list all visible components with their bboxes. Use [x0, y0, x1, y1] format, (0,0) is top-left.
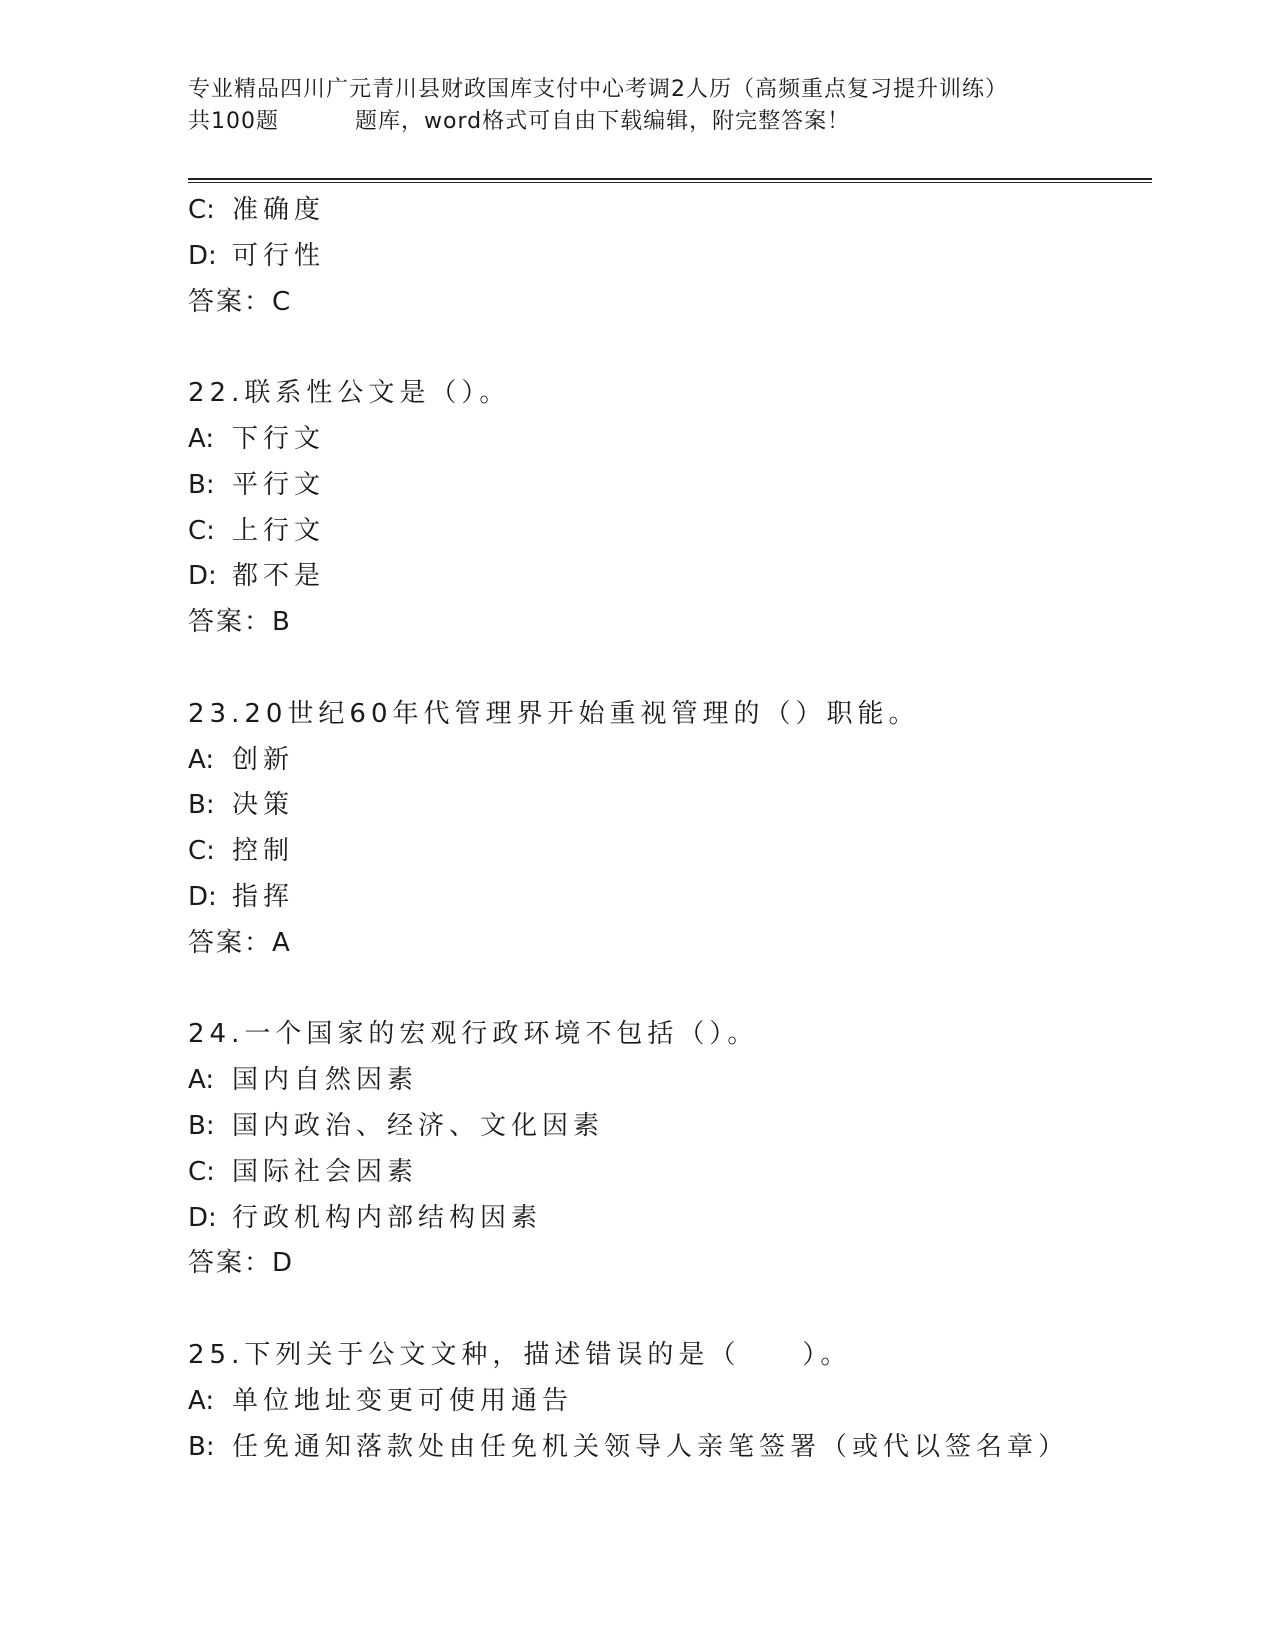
option-text: 行政机构内部结构因素 — [232, 1202, 543, 1233]
question-item — [188, 1333, 1148, 1470]
document-title: 专业精品四川广元青川县财政国库支付中心考调2人历（高频重点复习提升训练） — [188, 77, 1008, 102]
question-stem: 23.20世纪60年代管理界开始重视管理的（）职能。 — [188, 698, 920, 729]
option-label: A: — [188, 423, 215, 454]
option-label: C: — [188, 195, 215, 225]
option-text: 平行文 — [232, 469, 326, 500]
answer-line — [188, 280, 1148, 326]
option-label: A: — [188, 1065, 215, 1096]
question-item — [188, 1012, 1148, 1287]
option-text: 单位地址变更可使用通告 — [232, 1385, 574, 1416]
question-list — [188, 188, 1148, 1470]
option-line — [188, 1104, 1148, 1150]
option-text: 下行文 — [232, 423, 326, 454]
answer-label: 答案： — [188, 607, 273, 638]
option-label: D: — [188, 881, 217, 912]
answer-label: 答案： — [188, 1248, 273, 1279]
answer-label: 答案： — [188, 286, 273, 317]
option-text: 控制 — [232, 836, 295, 867]
option-text: 国内自然因素 — [232, 1065, 419, 1096]
option-line — [188, 783, 1148, 829]
option-label: D: — [188, 561, 217, 592]
partial-question — [188, 188, 1148, 325]
option-label: A: — [188, 744, 215, 775]
option-text: 可行性 — [232, 240, 326, 271]
option-line — [188, 1058, 1148, 1104]
option-line — [188, 829, 1148, 875]
question-stem: 25.下列关于公文文种，描述错误的是（ ）。 — [188, 1339, 852, 1370]
option-text: 上行文 — [232, 515, 326, 546]
format-note: 题库，word格式可自由下载编辑，附完整答案！ — [355, 109, 851, 134]
option-text: 任免通知落款处由任免机关领导人亲笔签署（或代以签名章） — [232, 1431, 1070, 1462]
question-item — [188, 692, 1148, 967]
option-line — [188, 1379, 1148, 1425]
question-item — [188, 371, 1148, 646]
option-label: B: — [188, 790, 215, 821]
option-label: C: — [188, 1156, 215, 1187]
option-line — [188, 875, 1148, 921]
answer-value: B — [272, 607, 290, 638]
option-label: C: — [188, 836, 215, 867]
option-line — [188, 1425, 1148, 1471]
question-stem: 24.一个国家的宏观行政环境不包括（）。 — [188, 1019, 759, 1050]
option-line — [188, 417, 1148, 463]
answer-value: A — [272, 927, 290, 958]
page-header — [188, 74, 1148, 138]
answer-line — [188, 1241, 1148, 1287]
option-text: 国内政治、经济、文化因素 — [232, 1110, 605, 1141]
option-text: 指挥 — [232, 881, 295, 912]
answer-line — [188, 921, 1148, 967]
option-line — [188, 463, 1148, 509]
option-text: 决策 — [232, 790, 295, 821]
option-line — [188, 234, 1148, 280]
option-label: A: — [188, 1385, 215, 1416]
answer-label: 答案： — [188, 927, 273, 958]
header-divider — [188, 178, 1152, 183]
question-stem: 22.联系性公文是（）。 — [188, 378, 511, 409]
option-label: B: — [188, 469, 215, 500]
option-text: 创新 — [232, 744, 295, 775]
answer-value: D — [272, 1248, 293, 1279]
option-line — [188, 1150, 1148, 1196]
option-label: B: — [188, 1110, 215, 1141]
option-text: 国际社会因素 — [232, 1156, 419, 1187]
option-line — [188, 554, 1148, 600]
option-label: D: — [188, 1202, 217, 1233]
option-line — [188, 738, 1148, 784]
option-label: D: — [188, 240, 217, 271]
option-text: 都不是 — [232, 561, 326, 592]
answer-line — [188, 600, 1148, 646]
option-label: B: — [188, 1431, 215, 1462]
option-line — [188, 509, 1148, 555]
option-label: C: — [188, 515, 215, 546]
question-count: 共100题 — [188, 109, 279, 134]
option-text: 准确度 — [232, 195, 326, 225]
answer-value: C — [272, 286, 291, 317]
document-subtitle — [188, 106, 1148, 138]
option-line — [188, 1196, 1148, 1242]
option-line — [188, 188, 1148, 234]
